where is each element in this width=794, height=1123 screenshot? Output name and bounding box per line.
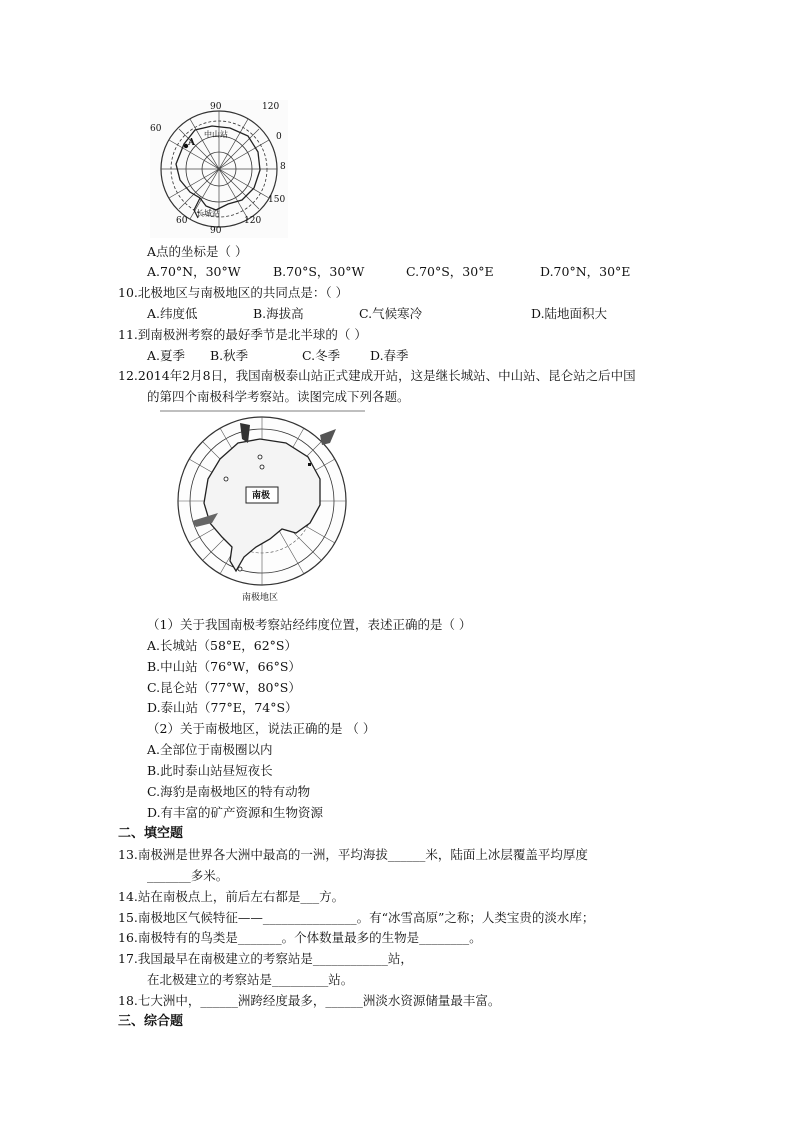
q11-option-b: B.秋季 bbox=[210, 348, 249, 363]
map2-caption: 南极地区 bbox=[242, 593, 279, 603]
q10-option-d: D.陆地面积大 bbox=[531, 306, 608, 321]
q13-line2: _______多米。 bbox=[147, 868, 229, 883]
map1-label-bottom-left: 60 bbox=[176, 216, 188, 226]
q12-sub1-option-d: D.泰山站（77°E，74°S） bbox=[147, 700, 298, 715]
q16: 16.南极特有的鸟类是_______。个体数量最多的生物是________。 bbox=[118, 930, 482, 945]
q12-sub2-option-b: B.此时泰山站昼短夜长 bbox=[147, 763, 273, 778]
q12-sub2-stem: （2）关于南极地区，说法正确的是 （ ） bbox=[147, 721, 376, 736]
antarctica-map-2 bbox=[160, 409, 365, 604]
map1-label-right-edge: 8 bbox=[280, 162, 286, 172]
map1-label-right-lower: 150 bbox=[268, 195, 286, 205]
map1-label-top-mid: 90 bbox=[210, 102, 222, 112]
q9-option-d: D.70°N，30°E bbox=[540, 264, 631, 279]
q12-stem-line1: 12.2014年2月8日，我国南极泰山站正式建成开站，这是继长城站、中山站、昆仑站之后中国 bbox=[118, 368, 636, 383]
map1-station-zhongshan: 中山站 bbox=[204, 130, 228, 139]
q13-line1: 13.南极洲是世界各大洲中最高的一洲，平均海拔______米，陆面上冰层覆盖平均厚度 bbox=[118, 847, 588, 862]
map1-label-left-top: 60 bbox=[150, 124, 162, 134]
q12-stem-line2: 的第四个南极科学考察站。读图完成下列各题。 bbox=[147, 389, 410, 404]
q12-sub1-option-b: B.中山站（76°W，66°S） bbox=[147, 659, 301, 674]
q12-sub1-option-a: A.长城站（58°E，62°S） bbox=[147, 638, 298, 653]
q10-option-a: A.纬度低 bbox=[147, 306, 198, 321]
q9-option-b: B.70°S，30°W bbox=[273, 264, 365, 279]
q12-sub2-option-a: A.全部位于南极圈以内 bbox=[147, 742, 273, 757]
section2-title: 二、填空题 bbox=[118, 826, 184, 841]
map1-label-top-right: 120 bbox=[262, 102, 280, 112]
map2-center-label: 南极 bbox=[252, 491, 271, 501]
q17-line2: 在北极建立的考察站是_________站。 bbox=[147, 972, 354, 987]
q12-sub2-option-c: C.海豹是南极地区的特有动物 bbox=[147, 784, 311, 799]
q17-line1: 17.我国最早在南极建立的考察站是____________站， bbox=[118, 951, 413, 966]
q10-stem: 10.北极地区与南极地区的共同点是：（ ） bbox=[118, 285, 349, 300]
map1-point-a: A bbox=[188, 138, 195, 148]
q12-sub2-option-d: D.有丰富的矿产资源和生物资源 bbox=[147, 805, 324, 820]
antarctica-map-2-figure bbox=[160, 409, 365, 604]
map1-label-bottom-right: 120 bbox=[244, 216, 262, 226]
q18: 18.七大洲中，______洲跨经度最多，______洲淡水资源储量最丰富。 bbox=[118, 993, 501, 1008]
q11-option-d: D.春季 bbox=[370, 348, 409, 363]
q11-option-c: C.冬季 bbox=[302, 348, 341, 363]
q10-option-c: C.气候寒冷 bbox=[359, 306, 423, 321]
q11-stem: 11.到南极洲考察的最好季节是北半球的（ ） bbox=[118, 327, 367, 342]
q12-sub1-stem: （1）关于我国南极考察站经纬度位置，表述正确的是（ ） bbox=[147, 617, 472, 632]
q10-option-b: B.海拔高 bbox=[253, 306, 304, 321]
map1-label-right-mid: 0 bbox=[276, 132, 282, 142]
map1-station-changcheng: 长城站 bbox=[196, 209, 220, 218]
antarctica-map-1 bbox=[150, 100, 288, 238]
section3-title: 三、综合题 bbox=[118, 1014, 184, 1029]
q12-sub1-option-c: C.昆仑站（77°W，80°S） bbox=[147, 680, 301, 695]
q9-option-a: A.70°N，30°W bbox=[147, 264, 241, 279]
q14: 14.站在南极点上，前后左右都是___方。 bbox=[118, 889, 345, 904]
q9-stem: A点的坐标是（ ） bbox=[147, 244, 248, 259]
q11-option-a: A.夏季 bbox=[147, 348, 186, 363]
q15: 15.南极地区气候特征——_______________。有“冰雪高原”之称；人类宝贵的淡水库； bbox=[118, 910, 595, 925]
q9-option-c: C.70°S，30°E bbox=[406, 264, 494, 279]
map1-label-bottom-mid: 90 bbox=[210, 226, 222, 236]
